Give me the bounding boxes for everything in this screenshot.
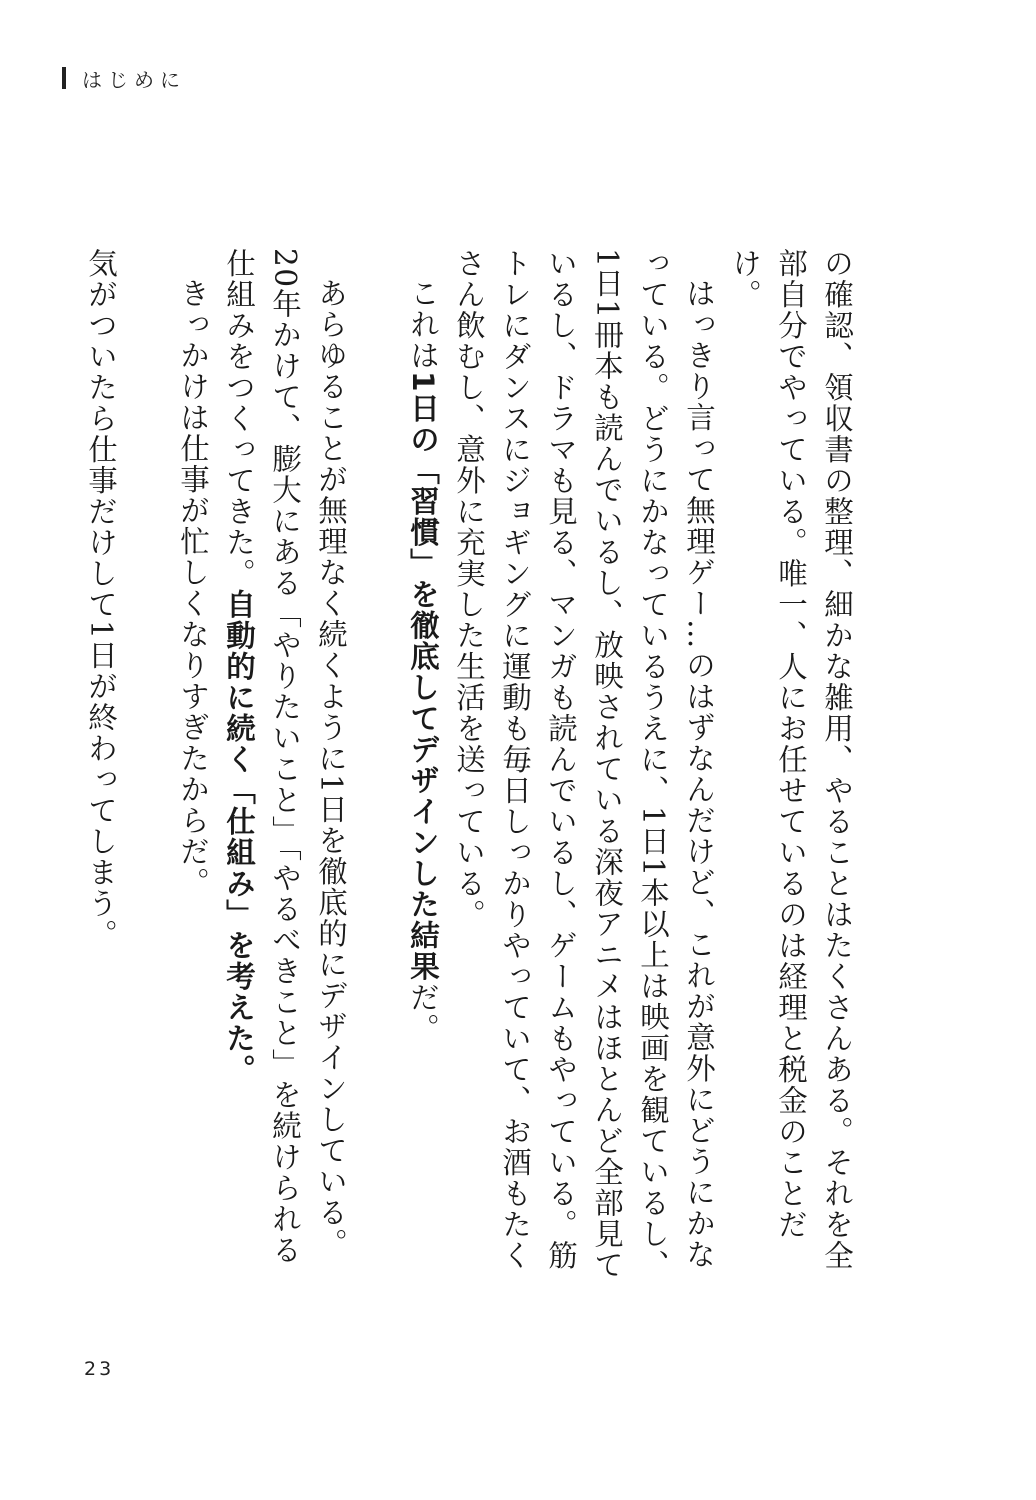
paragraph-3-tail: だ。 xyxy=(406,981,440,1044)
paragraph-3-emphasis: 1日の「習慣」を徹底してデザインした結果 xyxy=(406,370,440,982)
section-title: はじめに xyxy=(82,67,186,92)
running-head xyxy=(62,64,186,92)
paragraph-3 xyxy=(400,248,446,1293)
paragraph-3-lead: これは xyxy=(406,277,440,371)
body-text xyxy=(84,248,860,1293)
page-number: 23 xyxy=(84,1358,115,1380)
paragraph-6: 気がついたら仕事だけして1日が終わってしまう。 xyxy=(84,248,118,951)
paragraph-1: の確認、領収書の整理、細かな雑用、やることはたくさんある。それを全部自分でやっている。唯一、人にお任せているのは経理と税金のことだけ。 xyxy=(728,248,854,1271)
paragraph-5: きっかけは仕事が忙しくなりすぎたからだ。 xyxy=(176,277,210,898)
paragraph-4 xyxy=(216,248,354,1293)
header-rule xyxy=(62,67,66,89)
paragraph-4-emphasis: 自動的に続く「仕組み」を考えた。 xyxy=(222,589,256,1085)
paragraph-4-text: あらゆることが無理なく続くように1日を徹底的にデザインしている。20年かけて、膨大にある「やりたいこと」「やるべきこと」を続けられる仕組みをつくってきた。 xyxy=(222,248,348,1266)
paragraph-2: はっきり言って無理ゲー…のはずなんだけど、これが意外にどうにかなっている。どうにかなっているうえに、1日1本以上は映画を観ているし、1日1冊本も読んでいるし、放映されている深夜アニメはほとんど全部見ているし、ドラマも見る、マンガも読んでいるし、ゲームもやっている。筋トレにダンスにジョギングに運動も毎日しっかりやっていて、お酒もたくさん飲むし、意外に充実した生活を送っている。 xyxy=(452,248,716,1281)
